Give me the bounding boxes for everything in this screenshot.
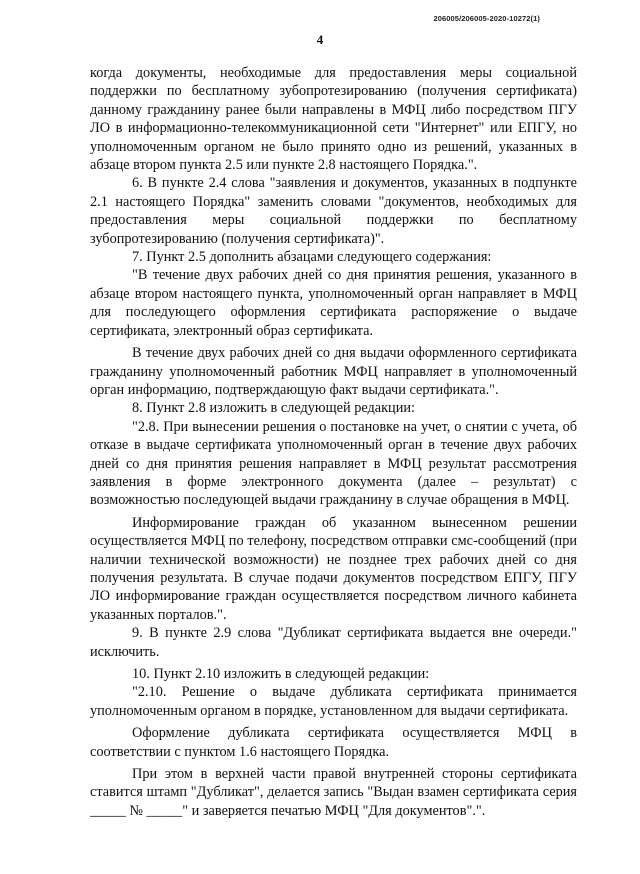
- paragraph-item-7: 7. Пункт 2.5 дополнить абзацами следующего содержания:: [132, 249, 492, 266]
- paragraph-item-9: 9. В пункте 2.9 слова "Дубликат сертификата выдается вне очереди." исключить.: [90, 625, 577, 660]
- page-number: 4: [316, 32, 324, 47]
- paragraph-item-8: 8. Пункт 2.8 изложить в следующей редакции:: [132, 400, 415, 417]
- paragraph-item-10-text-1: "2.10. Решение о выдаче дубликата сертификата принимается уполномоченным органом в порядке, установленном для выдачи сертификата.: [90, 684, 577, 719]
- paragraph-item-7-text-1: "В течение двух рабочих дней со дня принятия решения, указанного в абзаце втором настоящего пункта, уполномоченный орган направляет в МФЦ для последующего оформления сертификата распоряжение о выдаче сертификата, электронный образ сертификата.: [90, 267, 577, 339]
- paragraph-item-8-text-2: Информирование граждан об указанном вынесенном решении осуществляется МФЦ по телефону, посредством отправки смс-сообщений (при наличии технической возможности) не позднее трех рабочих дней со дня получения результата. В случае подачи документов посредством ЕПГУ, ПГУ ЛО информирование граждан осуществляется посредством личного кабинета указанных порталов.".: [90, 514, 577, 623]
- paragraph-item-8-text-1: "2.8. При вынесении решения о постановке на учет, о снятии с учета, об отказе в выдаче сертификата уполномоченный орган в течение двух рабочих дней со дня принятия решения направляет в МФЦ результат рассмотрения заявления в форме электронного документа (далее – результат) с возможностью последующей выдачи гражданину в случае обращения в МФЦ.: [90, 418, 577, 509]
- document-body: [90, 64, 577, 820]
- document-id: 206005/206005-2020-10272(1): [433, 14, 540, 23]
- paragraph-item-7-text-2: В течение двух рабочих дней со дня выдачи оформленного сертификата гражданину уполномоченный работник МФЦ направляет в уполномоченный орган информацию, подтверждающую факт выдачи сертификата.".: [90, 345, 577, 398]
- paragraph-continuation: когда документы, необходимые для предоставления меры социальной поддержки по бесплатному зубопротезированию (получения сертификата) данному гражданину ранее были направлены в МФЦ либо посредством ПГУ ЛО в информационно-телекоммуникационной сети "Интернет" или ЕПГУ, но уполномоченным органом не было принято одно из решений, указанных в абзаце втором пункта 2.5 или пункте 2.8 настоящего Порядка.".: [90, 65, 577, 174]
- paragraph-item-6: 6. В пункте 2.4 слова "заявления и документов, указанных в подпункте 2.1 настоящего Порядка" заменить словами "документов, необходимых для предоставления меры социальной поддержки по бесплатному зубопротезированию (получения сертификата)".: [90, 175, 577, 247]
- paragraph-item-10-text-2: Оформление дубликата сертификата осуществляется МФЦ в соответствии с пунктом 1.6 настоящего Порядка.: [90, 725, 577, 760]
- paragraph-item-10-text-3: При этом в верхней части правой внутренней стороны сертификата ставится штамп "Дубликат", делается запись "Выдан взамен сертификата серия _____ № _____" и заверяется печатью МФЦ "Для документов".".: [90, 766, 577, 819]
- paragraph-item-10: 10. Пункт 2.10 изложить в следующей редакции:: [132, 666, 430, 682]
